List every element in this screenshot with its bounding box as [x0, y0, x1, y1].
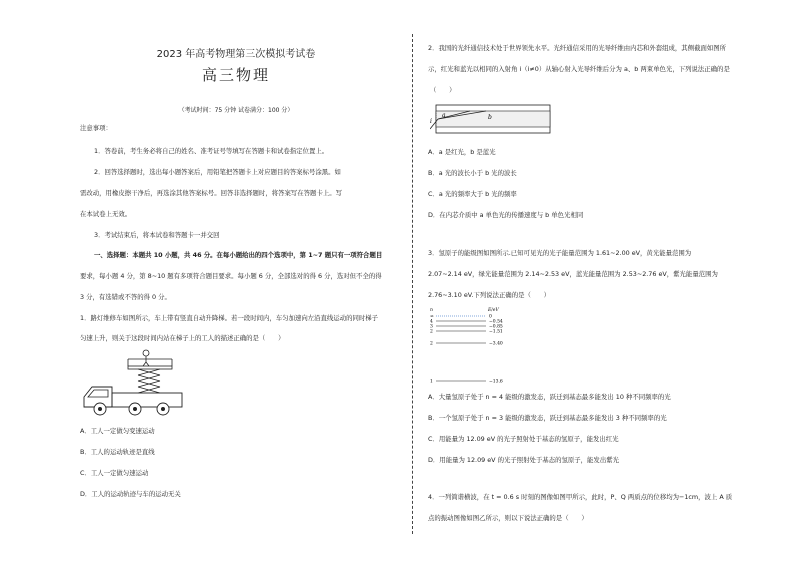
level-n: 4 [430, 319, 433, 325]
q3-option-c: C．用能量为 12.09 eV 的光子照射处于基态的氢原子，能发出红光 [428, 435, 619, 443]
level-energy: −1.51 [489, 329, 503, 335]
fiber-label-a: a [442, 112, 446, 119]
level-energy: −3.40 [489, 341, 503, 347]
level-energy: −0.85 [489, 324, 503, 330]
q4-stem: 点的振动图像如图乙所示，则以下说法正确的是（ ） [428, 514, 588, 522]
axis-n-label: n [430, 308, 433, 313]
level-n: 2 [430, 341, 433, 347]
level-n: 3 [430, 324, 433, 330]
q1-option-b: B．工人的运动轨迹是直线 [80, 448, 155, 456]
exam-title: 2023 年高考物理第三次模拟考试卷 [156, 49, 316, 60]
note-line: 1．答卷前，考生务必将自己的姓名、准考证号等填写在答题卡和试卷指定位置上。 [94, 147, 329, 155]
level-energy: −13.6 [489, 379, 503, 385]
level-n: 1 [430, 379, 433, 385]
level-energy: 0 [489, 314, 492, 320]
column-divider [412, 34, 413, 534]
section-heading: 一、选择题：本题共 10 小题，共 46 分。在每小题给出的四个选项中，第 1~7 题只有一项符合题目 [94, 251, 383, 259]
note-line: 需改动，用橡皮擦干净后，再选涂其他答案标号。回答非选择题时，将答案写在答题卡上。写 [80, 189, 343, 197]
q1-option-a: A．工人一定做匀变速运动 [80, 427, 155, 435]
q3-option-d: D．用能量为 12.09 eV 的光子照射处于基态的氢原子，能发出紫光 [428, 456, 619, 464]
q1-option-d: D．工人的运动轨迹与车的运动无关 [80, 490, 181, 498]
q2-option-d: D．在内芯介质中 a 单色光的传播速度与 b 单色光相同 [428, 211, 584, 219]
q1-stem: 匀速上升，则关于这段时间内站在梯子上的工人的描述正确的是（ ） [80, 334, 285, 342]
q2-stem: 示，红光和蓝光以相同的入射角 i（i≠0）从轴心射入光导纤维后分为 a、b 两束单色光，下列说法正确的是 [428, 65, 730, 73]
q2-option-a: A．a 是红光，b 是蓝光 [428, 148, 496, 156]
q4-stem: 4．一列简谐横波，在 t = 0.6 s 时刻的图像如图甲所示，此时，P、Q 两质点的位移均为−1cm，波上 A 质 [428, 493, 733, 501]
maintenance-truck-figure [80, 345, 200, 420]
energy-level-diagram [428, 304, 538, 386]
q3-stem: 2.07~2.14 eV，绿光能量范围为 2.14~2.53 eV，蓝光能量范围为 2.53~2.76 eV，紫光能量范围为 [428, 270, 718, 278]
level-n: ∞ [430, 314, 434, 320]
q3-option-b: B．一个氢原子处于 n = 3 能级的激发态，跃迁到基态最多能发出 3 种不同频率的光 [428, 414, 667, 422]
q3-stem: 2.76~3.10 eV.下列说法正确的是（ ） [428, 291, 551, 299]
level-energy: −0.54 [489, 319, 503, 325]
q2-stem: 2．我国的光纤通信技术处于世界领先水平。光纤通信采用的光导纤维由内芯和外套组成，其侧截面如图所 [428, 44, 727, 52]
notes-heading: 注意事项： [80, 124, 112, 132]
fiber-label-b: b [488, 114, 492, 121]
section-text: 3 分，有选错或不答的得 0 分。 [80, 293, 171, 301]
note-line: 2．回答选择题时，选出每小题答案后，用铅笔把答题卡上对应题目的答案标号涂黑。如 [94, 168, 341, 176]
optical-fiber-figure [430, 102, 552, 136]
note-line: 3．考试结束后，将本试卷和答题卡一并交回 [94, 231, 220, 239]
q2-option-b: B．a 光的波长小于 b 光的波长 [428, 169, 517, 177]
q3-stem: 3．氢原子的能级图如图所示.已知可见光的光子能量范围为 1.61~2.00 eV，黄光能量范围为 [428, 249, 692, 257]
q2-stem: （ ） [430, 86, 456, 94]
note-line: 在本试卷上无效。 [80, 210, 132, 218]
q1-option-c: C．工人一定做匀速运动 [80, 469, 149, 477]
exam-info: （考试时间：75 分钟 试卷满分：100 分） [178, 107, 294, 114]
q2-option-c: C．a 光的频率大于 b 光的频率 [428, 190, 517, 198]
subject-title: 高三物理 [201, 66, 270, 84]
q3-option-a: A．大量氢原子处于 n = 4 能级的激发态，跃迁到基态最多能发出 10 种不同频率的光 [428, 393, 671, 401]
level-n: 2 [430, 329, 433, 335]
fiber-label-i: i [430, 118, 432, 125]
q1-stem: 1．路灯维修车如图所示，车上带有竖直自动升降梯。若一段时间内，车匀加速向左沿直线运动的同时梯子 [80, 314, 379, 322]
section-text: 要求，每小题 4 分，第 8~10 题有多项符合题目要求。每小题 6 分，全部选对的得 6 分，选对但不全的得 [80, 272, 382, 280]
axis-e-label: E/eV [488, 308, 499, 313]
